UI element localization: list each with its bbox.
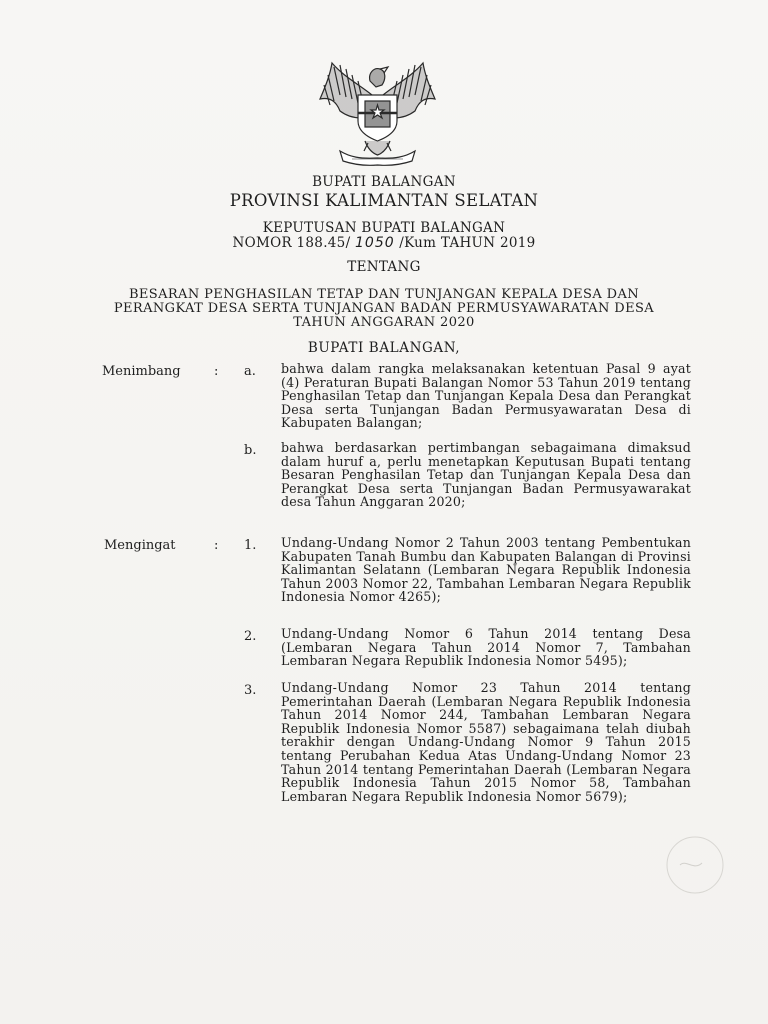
mengingat-colon: : [214,538,219,553]
menimbang-colon: : [214,364,219,379]
mengingat-item-3: Undang-Undang Nomor 23 Tahun 2014 tentang Pemerintahan Daerah (Lembaran Negara Republik Indonesia Tahun 2014 Nomor 244, Tambahan Lembaran Negara Republik Indonesia Nomor 5587) sebagaimana telah diubah terakhir dengan Undang-Undang Nomor 9 Tahun 2015 tentang Perubahan Kedua Atas Undang-Undang Nomor 23 Tahun 2014 tentang Pemerintahan Daerah (Lembaran Negara Republik Indonesia Tahun 2015 Nomor 58, Tambahan Lembaran Negara Republik Indonesia Nomor 5679); [281,680,691,804]
decree-number-suffix: /Kum TAHUN 2019 [394,235,536,251]
faint-stamp-icon [650,825,730,895]
menimbang-label: Menimbang [102,364,181,379]
mengingat-item-2: Undang-Undang Nomor 6 Tahun 2014 tentang Desa (Lembaran Negara Tahun 2014 Nomor 7, Tambahan Lembaran Negara Republik Indonesia Nomor 5495); [281,626,691,669]
item-marker: 3. [244,683,257,698]
subject-line: PERANGKAT DESA SERTA TUNJANGAN BADAN PERMUSYAWARATAN DESA [113,301,655,316]
office-heading: BUPATI BALANGAN [312,174,456,190]
subject-line: BESARAN PENGHASILAN TETAP DAN TUNJANGAN KEPALA DESA DAN [128,287,640,302]
item-marker: 2. [244,629,257,644]
issuer-heading: BUPATI BALANGAN, [307,340,461,356]
about-heading: TENTANG [347,259,421,275]
mengingat-item-1: Undang-Undang Nomor 2 Tahun 2003 tentang Pembentukan Kabupaten Tanah Bumbu dan Kabupaten Balangan di Provinsi Kalimantan Selatann (Lembaran Negara Republik Indonesia Tahun 2003 Nomor 22, Tambahan Lembaran Negara Republik Indonesia Nomor 4265); [281,535,691,605]
item-marker: 1. [244,538,257,553]
menimbang-item-a: bahwa dalam rangka melaksanakan ketentuan Pasal 9 ayat (4) Peraturan Bupati Balangan Nomor 53 Tahun 2019 tentang Penghasilan Tetap dan Tunjangan Kepala Desa dan Perangkat Desa serta Tunjangan Badan Permusyawaratan Desa di Kabupaten Balangan; [281,361,691,431]
decree-number-prefix: NOMOR 188.45/ [232,235,356,251]
subject-line: TAHUN ANGGARAN 2020 [293,315,475,330]
decree-number [0,235,768,251]
item-marker: a. [244,364,256,379]
decree-title: KEPUTUSAN BUPATI BALANGAN [262,220,506,236]
province-heading: PROVINSI KALIMANTAN SELATAN [229,191,539,210]
menimbang-item-b: bahwa berdasarkan pertimbangan sebagaimana dimaksud dalam huruf a, perlu menetapkan Keputusan Bupati tentang Besaran Penghasilan Tetap dan Tunjangan Kepala Desa dan Perangkat Desa serta Tunjangan Badan Permusyawarakat desa Tahun Anggaran 2020; [281,440,691,510]
decree-number-handwritten: 1050 [355,235,395,251]
mengingat-label: Mengingat [104,538,176,553]
garuda-emblem-icon [310,55,445,170]
item-marker: b. [244,443,257,458]
